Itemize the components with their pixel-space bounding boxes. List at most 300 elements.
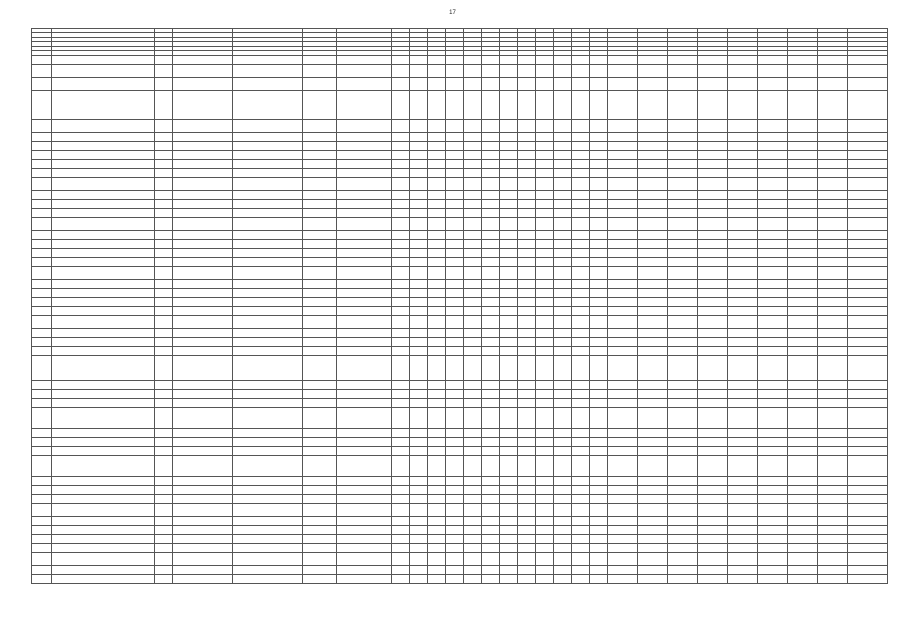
data-cell <box>173 119 233 132</box>
data-cell <box>500 177 518 190</box>
data-row <box>32 476 888 485</box>
data-cell <box>337 217 392 230</box>
data-cell <box>428 346 446 355</box>
data-cell <box>638 119 668 132</box>
data-cell <box>303 346 337 355</box>
data-cell <box>518 476 536 485</box>
data-cell <box>536 337 554 346</box>
data-cell <box>428 476 446 485</box>
data-cell <box>155 266 173 279</box>
data-cell <box>482 407 500 428</box>
data-cell <box>173 389 233 398</box>
data-cell <box>173 455 233 476</box>
data-cell <box>52 288 155 297</box>
data-cell <box>464 516 482 525</box>
data-cell <box>572 119 590 132</box>
data-cell <box>758 199 788 208</box>
data-cell <box>536 208 554 217</box>
data-cell <box>698 141 728 150</box>
data-cell <box>818 239 848 248</box>
data-cell <box>554 239 572 248</box>
data-cell <box>392 494 410 503</box>
data-cell <box>590 337 608 346</box>
data-cell <box>233 77 303 90</box>
data-cell <box>173 407 233 428</box>
data-cell <box>518 208 536 217</box>
data-cell <box>52 574 155 583</box>
data-cell <box>446 64 464 77</box>
data-cell <box>410 428 428 437</box>
data-cell <box>848 389 888 398</box>
data-cell <box>464 77 482 90</box>
data-cell <box>698 389 728 398</box>
data-cell <box>482 446 500 455</box>
data-cell <box>590 328 608 337</box>
data-row <box>32 380 888 389</box>
data-cell <box>572 306 590 315</box>
data-cell <box>608 407 638 428</box>
data-cell <box>233 389 303 398</box>
data-cell <box>668 485 698 494</box>
data-cell <box>52 398 155 407</box>
data-cell <box>410 119 428 132</box>
data-cell <box>788 398 818 407</box>
data-cell <box>698 266 728 279</box>
data-cell <box>590 437 608 446</box>
data-cell <box>482 306 500 315</box>
data-cell <box>155 279 173 288</box>
data-cell <box>698 494 728 503</box>
data-cell <box>698 428 728 437</box>
data-cell <box>788 485 818 494</box>
data-cell <box>392 257 410 266</box>
data-cell <box>518 257 536 266</box>
data-cell <box>698 239 728 248</box>
data-cell <box>536 543 554 552</box>
data-cell <box>698 476 728 485</box>
data-cell <box>608 64 638 77</box>
data-cell <box>446 141 464 150</box>
data-cell <box>303 230 337 239</box>
data-cell <box>518 565 536 574</box>
data-cell <box>32 494 52 503</box>
data-cell <box>410 516 428 525</box>
data-cell <box>173 90 233 119</box>
data-cell <box>410 159 428 168</box>
data-cell <box>32 485 52 494</box>
data-cell <box>464 455 482 476</box>
data-cell <box>446 494 464 503</box>
data-cell <box>500 534 518 543</box>
data-cell <box>464 552 482 565</box>
data-cell <box>32 380 52 389</box>
data-cell <box>482 574 500 583</box>
data-cell <box>464 266 482 279</box>
data-cell <box>410 503 428 516</box>
data-cell <box>303 168 337 177</box>
data-cell <box>698 208 728 217</box>
data-cell <box>536 190 554 199</box>
data-cell <box>788 177 818 190</box>
data-cell <box>428 446 446 455</box>
data-cell <box>337 177 392 190</box>
data-cell <box>638 516 668 525</box>
data-cell <box>536 328 554 337</box>
data-cell <box>536 525 554 534</box>
data-cell <box>638 337 668 346</box>
data-cell <box>500 543 518 552</box>
data-cell <box>608 446 638 455</box>
data-cell <box>428 552 446 565</box>
data-cell <box>608 177 638 190</box>
data-cell <box>536 177 554 190</box>
data-cell <box>668 380 698 389</box>
data-cell <box>818 199 848 208</box>
data-cell <box>233 407 303 428</box>
data-cell <box>337 190 392 199</box>
data-cell <box>518 437 536 446</box>
data-cell <box>554 476 572 485</box>
data-cell <box>572 355 590 380</box>
data-cell <box>464 476 482 485</box>
data-cell <box>554 77 572 90</box>
data-cell <box>638 217 668 230</box>
data-cell <box>668 55 698 64</box>
data-cell <box>698 346 728 355</box>
data-cell <box>608 455 638 476</box>
data-cell <box>464 190 482 199</box>
data-cell <box>788 315 818 328</box>
data-cell <box>446 119 464 132</box>
data-cell <box>728 485 758 494</box>
data-cell <box>758 64 788 77</box>
data-cell <box>32 346 52 355</box>
data-cell <box>668 119 698 132</box>
data-cell <box>464 248 482 257</box>
data-cell <box>464 199 482 208</box>
data-cell <box>518 380 536 389</box>
data-cell <box>590 159 608 168</box>
data-cell <box>155 516 173 525</box>
data-cell <box>52 389 155 398</box>
data-cell <box>554 141 572 150</box>
data-cell <box>337 315 392 328</box>
data-cell <box>337 543 392 552</box>
data-cell <box>848 455 888 476</box>
data-cell <box>668 288 698 297</box>
data-cell <box>52 132 155 141</box>
data-cell <box>668 306 698 315</box>
data-cell <box>848 119 888 132</box>
data-cell <box>590 389 608 398</box>
data-cell <box>482 168 500 177</box>
data-cell <box>428 159 446 168</box>
data-cell <box>410 389 428 398</box>
data-cell <box>818 494 848 503</box>
data-cell <box>392 476 410 485</box>
data-cell <box>392 217 410 230</box>
data-cell <box>848 199 888 208</box>
data-cell <box>608 257 638 266</box>
data-cell <box>536 565 554 574</box>
data-cell <box>758 297 788 306</box>
data-cell <box>155 380 173 389</box>
data-cell <box>848 141 888 150</box>
data-cell <box>32 455 52 476</box>
data-cell <box>32 77 52 90</box>
data-cell <box>392 64 410 77</box>
data-cell <box>572 516 590 525</box>
data-cell <box>464 389 482 398</box>
data-cell <box>233 380 303 389</box>
data-cell <box>500 150 518 159</box>
data-cell <box>446 315 464 328</box>
data-cell <box>52 297 155 306</box>
data-cell <box>698 119 728 132</box>
data-cell <box>698 279 728 288</box>
data-cell <box>848 446 888 455</box>
data-cell <box>52 494 155 503</box>
data-cell <box>554 355 572 380</box>
data-cell <box>303 55 337 64</box>
data-cell <box>818 315 848 328</box>
data-cell <box>32 534 52 543</box>
data-cell <box>337 389 392 398</box>
data-cell <box>173 525 233 534</box>
data-cell <box>155 230 173 239</box>
data-cell <box>410 306 428 315</box>
data-cell <box>464 503 482 516</box>
data-cell <box>482 177 500 190</box>
data-row <box>32 503 888 516</box>
data-cell <box>155 190 173 199</box>
data-cell <box>155 543 173 552</box>
data-cell <box>698 230 728 239</box>
data-cell <box>698 159 728 168</box>
data-cell <box>155 119 173 132</box>
data-cell <box>608 503 638 516</box>
data-cell <box>303 297 337 306</box>
data-cell <box>572 346 590 355</box>
data-cell <box>52 328 155 337</box>
data-cell <box>590 190 608 199</box>
data-cell <box>608 248 638 257</box>
data-cell <box>668 217 698 230</box>
data-cell <box>428 132 446 141</box>
data-cell <box>572 407 590 428</box>
data-cell <box>303 150 337 159</box>
data-cell <box>518 485 536 494</box>
data-cell <box>500 64 518 77</box>
data-cell <box>848 306 888 315</box>
data-cell <box>818 90 848 119</box>
data-cell <box>337 407 392 428</box>
data-cell <box>698 90 728 119</box>
data-cell <box>758 574 788 583</box>
data-cell <box>446 297 464 306</box>
data-cell <box>788 266 818 279</box>
data-cell <box>608 398 638 407</box>
data-row <box>32 552 888 565</box>
data-cell <box>572 565 590 574</box>
data-cell <box>536 306 554 315</box>
data-row <box>32 177 888 190</box>
data-cell <box>758 565 788 574</box>
data-cell <box>428 248 446 257</box>
data-cell <box>303 446 337 455</box>
data-row <box>32 574 888 583</box>
data-cell <box>638 315 668 328</box>
data-cell <box>482 494 500 503</box>
data-cell <box>668 190 698 199</box>
data-cell <box>728 328 758 337</box>
data-cell <box>464 485 482 494</box>
data-cell <box>173 503 233 516</box>
data-cell <box>572 525 590 534</box>
data-cell <box>500 119 518 132</box>
data-cell <box>32 208 52 217</box>
data-cell <box>52 266 155 279</box>
data-cell <box>446 132 464 141</box>
data-cell <box>52 230 155 239</box>
data-cell <box>554 288 572 297</box>
data-cell <box>728 534 758 543</box>
data-cell <box>518 190 536 199</box>
data-cell <box>464 398 482 407</box>
data-cell <box>608 516 638 525</box>
data-cell <box>848 177 888 190</box>
data-cell <box>788 494 818 503</box>
data-cell <box>818 288 848 297</box>
data-cell <box>52 159 155 168</box>
data-cell <box>500 389 518 398</box>
data-cell <box>668 565 698 574</box>
data-cell <box>536 257 554 266</box>
data-cell <box>52 525 155 534</box>
data-cell <box>233 90 303 119</box>
data-cell <box>410 190 428 199</box>
data-cell <box>52 315 155 328</box>
data-cell <box>410 346 428 355</box>
data-cell <box>410 534 428 543</box>
data-cell <box>303 534 337 543</box>
data-cell <box>590 279 608 288</box>
data-cell <box>155 455 173 476</box>
data-cell <box>428 503 446 516</box>
data-cell <box>788 428 818 437</box>
data-cell <box>32 407 52 428</box>
data-cell <box>303 503 337 516</box>
data-cell <box>518 266 536 279</box>
data-cell <box>518 239 536 248</box>
data-cell <box>818 306 848 315</box>
data-cell <box>500 77 518 90</box>
data-cell <box>446 565 464 574</box>
data-cell <box>482 288 500 297</box>
data-cell <box>392 574 410 583</box>
data-cell <box>590 346 608 355</box>
data-cell <box>428 455 446 476</box>
data-cell <box>728 77 758 90</box>
data-cell <box>482 64 500 77</box>
data-cell <box>52 279 155 288</box>
data-cell <box>758 428 788 437</box>
data-cell <box>554 306 572 315</box>
data-cell <box>32 306 52 315</box>
data-cell <box>303 239 337 248</box>
data-cell <box>572 485 590 494</box>
data-cell <box>518 534 536 543</box>
data-cell <box>446 239 464 248</box>
data-cell <box>155 288 173 297</box>
data-cell <box>303 552 337 565</box>
data-cell <box>554 337 572 346</box>
data-cell <box>155 398 173 407</box>
data-cell <box>32 55 52 64</box>
data-cell <box>638 266 668 279</box>
data-cell <box>554 380 572 389</box>
data-cell <box>698 77 728 90</box>
data-cell <box>155 141 173 150</box>
data-cell <box>668 516 698 525</box>
data-cell <box>572 437 590 446</box>
data-cell <box>32 199 52 208</box>
data-cell <box>638 355 668 380</box>
data-cell <box>608 389 638 398</box>
data-cell <box>428 380 446 389</box>
data-cell <box>728 446 758 455</box>
data-cell <box>590 199 608 208</box>
data-cell <box>758 119 788 132</box>
data-cell <box>728 266 758 279</box>
data-cell <box>728 177 758 190</box>
data-cell <box>428 279 446 288</box>
data-cell <box>788 380 818 389</box>
data-cell <box>638 257 668 266</box>
data-cell <box>410 398 428 407</box>
data-cell <box>233 217 303 230</box>
data-cell <box>464 132 482 141</box>
data-cell <box>500 159 518 168</box>
data-cell <box>446 159 464 168</box>
data-cell <box>608 306 638 315</box>
data-cell <box>728 55 758 64</box>
data-cell <box>303 217 337 230</box>
data-cell <box>728 288 758 297</box>
data-cell <box>233 437 303 446</box>
data-cell <box>410 494 428 503</box>
data-row <box>32 199 888 208</box>
data-cell <box>337 248 392 257</box>
data-cell <box>233 208 303 217</box>
data-cell <box>608 199 638 208</box>
data-cell <box>554 279 572 288</box>
data-cell <box>638 446 668 455</box>
data-cell <box>446 437 464 446</box>
data-row <box>32 190 888 199</box>
data-cell <box>818 190 848 199</box>
data-cell <box>758 159 788 168</box>
data-cell <box>52 543 155 552</box>
data-cell <box>32 150 52 159</box>
data-cell <box>337 90 392 119</box>
data-cell <box>758 337 788 346</box>
data-cell <box>638 230 668 239</box>
data-cell <box>554 168 572 177</box>
data-cell <box>173 248 233 257</box>
data-cell <box>482 257 500 266</box>
data-cell <box>728 455 758 476</box>
